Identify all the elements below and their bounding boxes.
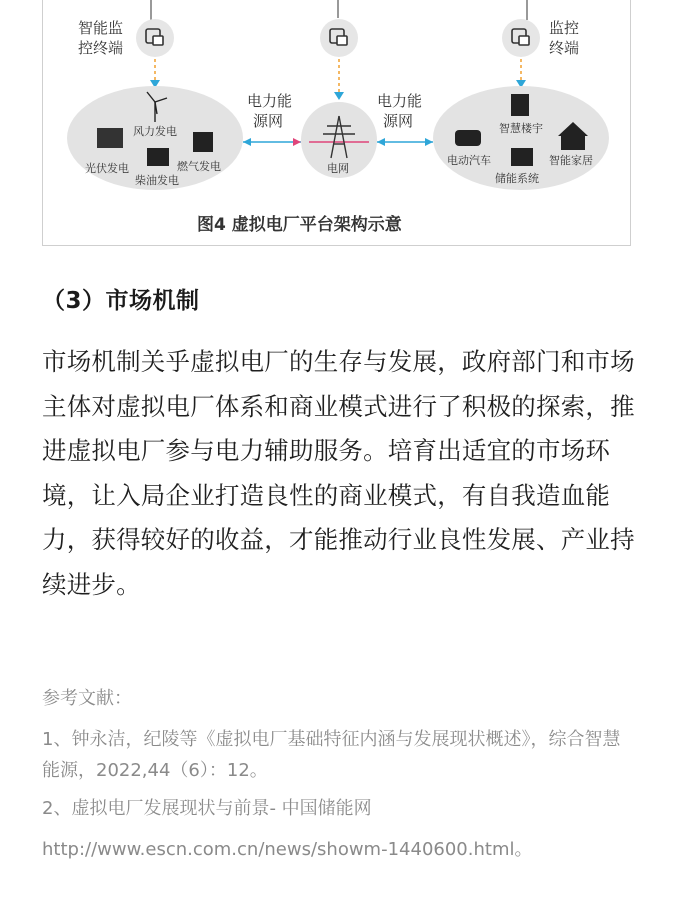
energy-storage-icon xyxy=(511,148,533,166)
references-title: 参考文献： xyxy=(42,688,132,709)
diesel-generator-icon xyxy=(147,148,169,166)
generation-labels: 风力发电 光伏发电 燃气发电 柴油发电 xyxy=(85,125,221,187)
reference-item-1: 1、钟永洁，纪陵等《虚拟电厂基础特征内涵与发展现状概述》，综合智慧能源，2022,44（6）：12。 xyxy=(42,729,621,781)
architecture-figure xyxy=(42,0,631,246)
electric-car-icon xyxy=(455,130,481,146)
consumption-labels: 智慧楼宇 智能家居 电动汽车 储能系统 xyxy=(447,122,593,185)
grid-label-left: 电力能源网 xyxy=(247,92,293,130)
terminal-icon-right xyxy=(502,19,540,57)
terminal-icon-left xyxy=(136,19,174,57)
reference-link[interactable]: http://www.escn.com.cn/news/showm-1440600.html。 xyxy=(42,839,533,860)
grid-node-label: 电网 xyxy=(327,162,349,175)
architecture-diagram xyxy=(43,0,632,246)
right-terminal-label: 监控 终端 xyxy=(549,19,580,57)
gas-plant-icon xyxy=(193,132,213,152)
smart-building-icon xyxy=(511,94,529,116)
grid-label-right: 电力能源网 xyxy=(377,92,423,130)
figure-caption: 图4 虚拟电厂平台架构示意 xyxy=(197,215,402,235)
left-terminal-label: 智能监 控终端 xyxy=(78,19,124,57)
body-paragraph: 市场机制关乎虚拟电厂的生存与发展，政府部门和市场主体对虚拟电厂体系和商业模式进行了积极的探索，推进虚拟电厂参与电力辅助服务。培育出适宜的市场环境，让入局企业打造良性的商业模式，有自我造血能力，获得较好的收益，才能推动行业良性发展、产业持续进步。 xyxy=(42,347,635,599)
section-heading: （3）市场机制 xyxy=(42,288,200,314)
terminal-icon-middle xyxy=(320,19,358,57)
reference-item-2: 2、虚拟电厂发展现状与前景- 中国储能网 xyxy=(42,798,372,819)
solar-panel-icon xyxy=(97,128,123,148)
